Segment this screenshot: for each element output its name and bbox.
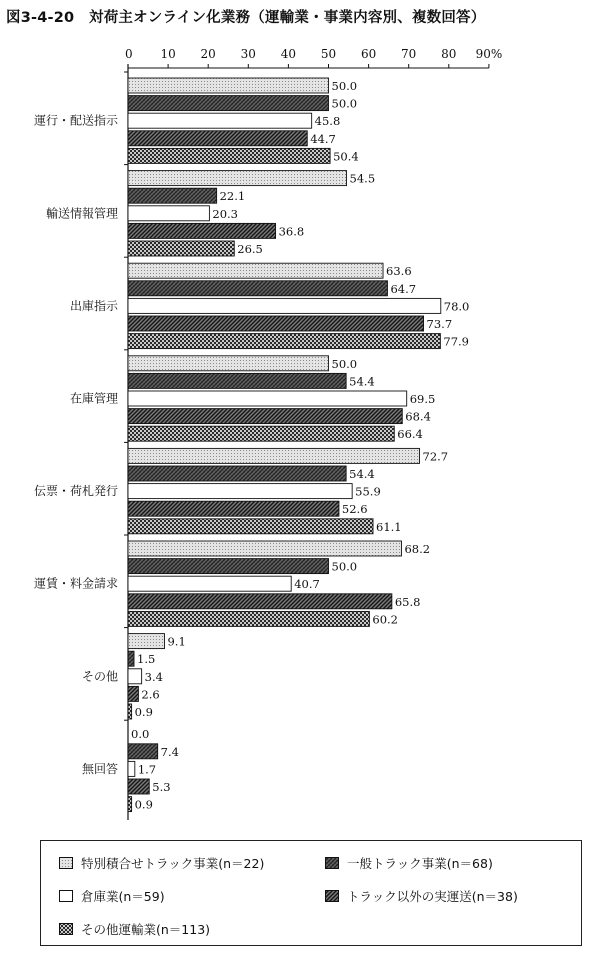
bar-value-label: 50.4 bbox=[333, 149, 359, 164]
bar-series-2 bbox=[128, 96, 329, 111]
bar-series-3 bbox=[128, 484, 352, 499]
bar-value-label: 72.7 bbox=[422, 449, 449, 464]
category-label: 輸送情報管理 bbox=[45, 206, 118, 221]
bar-value-label: 78.0 bbox=[443, 299, 470, 314]
bar-value-label: 0.0 bbox=[131, 727, 150, 742]
bar-series-5 bbox=[128, 241, 234, 256]
bar-series-5 bbox=[128, 148, 330, 163]
bar-series-1 bbox=[128, 634, 164, 649]
bar-value-label: 20.3 bbox=[212, 206, 239, 221]
bar-series-5 bbox=[128, 797, 132, 812]
legend-swatch-series-5 bbox=[59, 923, 73, 935]
bar-series-5 bbox=[128, 519, 373, 534]
bar-value-label: 50.0 bbox=[331, 79, 358, 93]
legend-swatch-series-3 bbox=[59, 890, 73, 902]
bar-value-label: 0.9 bbox=[134, 705, 153, 719]
category-label: 無回答 bbox=[81, 761, 118, 776]
legend-label-series-4: トラック以外の実運送(n＝38) bbox=[347, 889, 518, 904]
legend-item-series-2 bbox=[325, 854, 493, 872]
bar-value-label: 69.5 bbox=[409, 392, 436, 406]
legend-swatch-series-1 bbox=[59, 857, 73, 869]
legend-label-series-2: 一般トラック事業(n＝68) bbox=[347, 856, 493, 871]
bar-value-label: 68.2 bbox=[404, 542, 431, 556]
bar-value-label: 63.6 bbox=[386, 264, 412, 279]
bar-series-5 bbox=[128, 426, 394, 441]
bar-value-label: 26.5 bbox=[237, 242, 263, 256]
category-labels bbox=[34, 113, 119, 776]
bar-value-label: 1.7 bbox=[137, 762, 157, 777]
bar-series-4 bbox=[128, 131, 307, 146]
x-tick-label: 90% bbox=[475, 47, 503, 61]
x-tick-label: 10 bbox=[160, 47, 176, 61]
bar-value-label: 66.4 bbox=[397, 427, 423, 442]
bar-series-1 bbox=[128, 171, 347, 186]
legend-item-series-5 bbox=[59, 920, 210, 938]
legend-label-series-1: 特別積合せトラック事業(n＝22) bbox=[81, 856, 265, 871]
bar-series-2 bbox=[128, 466, 346, 481]
bar-value-label: 40.7 bbox=[294, 577, 320, 592]
bar-value-label: 7.4 bbox=[160, 744, 179, 759]
x-tick-label: 30 bbox=[240, 47, 256, 61]
category-label: 在庫管理 bbox=[69, 391, 118, 406]
chart-title: 図3-4-20 対荷主オンライン化業務（運輸業・事業内容別、複数回答） bbox=[6, 10, 486, 26]
bar-value-label: 60.2 bbox=[372, 612, 399, 627]
bar-series-3 bbox=[128, 206, 209, 221]
bar-series-3 bbox=[128, 113, 312, 128]
bar-value-label: 45.8 bbox=[314, 114, 341, 129]
legend-item-series-1 bbox=[59, 854, 264, 872]
bar-series-4 bbox=[128, 779, 149, 794]
bar-value-label: 2.6 bbox=[141, 687, 160, 702]
legend-label-series-5: その他運輸業(n＝113) bbox=[81, 922, 211, 937]
bar-series-5 bbox=[128, 334, 440, 349]
bar-series-5 bbox=[128, 611, 369, 626]
bar-value-label: 61.1 bbox=[376, 519, 402, 534]
bars-group bbox=[128, 78, 469, 812]
bar-series-4 bbox=[128, 409, 402, 424]
bar-series-1 bbox=[128, 541, 401, 556]
bar-series-1 bbox=[128, 356, 329, 371]
bar-value-label: 1.5 bbox=[137, 652, 156, 667]
x-tick-label: 80 bbox=[441, 47, 457, 61]
bar-value-label: 77.9 bbox=[443, 334, 469, 349]
bar-series-2 bbox=[128, 559, 329, 574]
bar-value-label: 54.4 bbox=[349, 467, 375, 481]
bar-value-label: 55.9 bbox=[355, 484, 381, 499]
bar-series-3 bbox=[128, 298, 441, 313]
bar-series-4 bbox=[128, 223, 276, 238]
bar-value-label: 54.4 bbox=[349, 374, 375, 389]
category-label: 伝票・荷札発行 bbox=[33, 484, 118, 499]
bar-series-5 bbox=[128, 704, 132, 719]
x-tick-label: 70 bbox=[401, 47, 417, 61]
bar-series-4 bbox=[128, 686, 138, 701]
legend-swatch-series-4 bbox=[325, 890, 339, 902]
bar-value-label: 73.7 bbox=[426, 317, 453, 331]
bar-value-label: 36.8 bbox=[278, 224, 305, 239]
bar-value-label: 0.9 bbox=[134, 797, 153, 812]
bar-series-1 bbox=[128, 448, 420, 463]
bar-series-4 bbox=[128, 594, 392, 609]
x-tick-label: 60 bbox=[360, 47, 377, 61]
bar-series-3 bbox=[128, 391, 407, 406]
bar-value-label: 22.1 bbox=[219, 189, 246, 204]
bar-series-4 bbox=[128, 316, 424, 331]
bar-value-label: 52.6 bbox=[341, 502, 368, 517]
bar-series-2 bbox=[128, 188, 217, 203]
legend-item-series-3 bbox=[59, 887, 165, 905]
legend-item-series-4 bbox=[325, 887, 518, 905]
bar-series-2 bbox=[128, 281, 387, 296]
legend-label-series-3: 倉庫業(n＝59) bbox=[81, 889, 165, 904]
bar-series-1 bbox=[128, 78, 329, 93]
category-label: 運行・配送指示 bbox=[33, 113, 118, 128]
bar-series-4 bbox=[128, 501, 339, 516]
category-label: 出庫指示 bbox=[69, 298, 118, 313]
bar-series-3 bbox=[128, 669, 142, 684]
bar-value-label: 9.1 bbox=[167, 634, 186, 649]
bar-value-label: 65.8 bbox=[394, 594, 421, 609]
bar-value-label: 50.0 bbox=[331, 559, 358, 574]
bar-value-label: 68.4 bbox=[405, 409, 431, 424]
bar-series-3 bbox=[128, 761, 135, 776]
bar-value-label: 54.5 bbox=[349, 171, 376, 186]
x-tick-label: 0 bbox=[125, 47, 133, 61]
bar-series-2 bbox=[128, 744, 158, 759]
x-tick-label: 50 bbox=[320, 47, 337, 61]
legend-swatch-series-2 bbox=[325, 857, 339, 869]
x-tick-label: 40 bbox=[280, 47, 297, 61]
bar-value-label: 64.7 bbox=[390, 281, 417, 296]
bar-value-label: 3.4 bbox=[144, 669, 163, 684]
bar-value-label: 5.3 bbox=[152, 780, 171, 794]
bar-value-label: 50.0 bbox=[331, 356, 358, 371]
bar-value-label: 50.0 bbox=[331, 96, 358, 111]
bar-series-2 bbox=[128, 373, 346, 388]
category-label: その他 bbox=[81, 669, 118, 684]
x-tick-label: 20 bbox=[200, 47, 216, 61]
bar-series-3 bbox=[128, 576, 291, 591]
bar-series-2 bbox=[128, 651, 134, 666]
category-label: 運賃・料金請求 bbox=[33, 576, 118, 591]
bar-value-label: 44.7 bbox=[310, 131, 336, 146]
bar-series-1 bbox=[128, 263, 383, 278]
legend bbox=[40, 840, 582, 946]
